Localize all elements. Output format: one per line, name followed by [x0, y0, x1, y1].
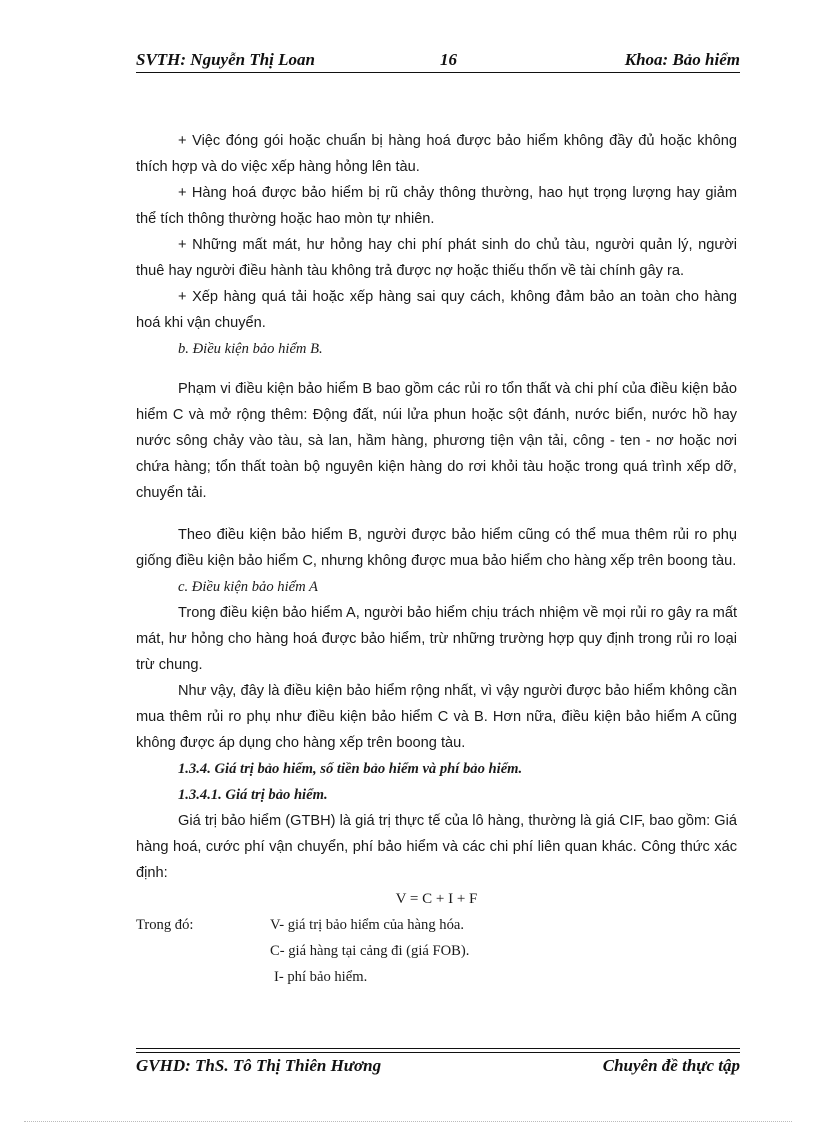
- definition-i: [136, 964, 737, 990]
- definition-v-text: V- giá trị bảo hiểm của hàng hóa.: [270, 917, 464, 933]
- header-faculty: Khoa: Bảo hiểm: [624, 50, 740, 69]
- definition-i-text: I- phí bảo hiểm.: [274, 969, 368, 985]
- definition-c-text: C- giá hàng tại cảng đi (giá FOB).: [270, 943, 470, 959]
- header-page-number: 16: [440, 50, 457, 69]
- header-rule: [136, 72, 740, 73]
- header-author: SVTH: Nguyễn Thị Loan: [136, 50, 315, 69]
- paragraph-leakage: + Hàng hoá được bảo hiểm bị rũ chảy thông thường, hao hụt trọng lượng hay giảm thể tích thông thường hoặc hao mòn tự nhiên.: [136, 185, 737, 227]
- footer-rule-top: [136, 1048, 740, 1049]
- page-header: [136, 50, 740, 70]
- paragraph-b-extra-risks: Theo điều kiện bảo hiểm B, người được bảo hiểm cũng có thể mua thêm rủi ro phụ giống điều kiện bảo hiểm C, nhưng không được mua bảo hiểm cho hàng xếp trên boong tàu.: [136, 527, 737, 569]
- paragraph-insured-value: Giá trị bảo hiểm (GTBH) là giá trị thực tế của lô hàng, thường là giá CIF, bao gồm: Giá hàng hoá, cước phí vận chuyển, phí bảo hiểm và các chi phí liên quan khác. Công thức xác định:: [136, 813, 737, 881]
- page-footer: [136, 1056, 740, 1076]
- where-label: Trong đó:: [136, 917, 194, 933]
- paragraph-overloading: + Xếp hàng quá tải hoặc xếp hàng sai quy cách, không đảm bảo an toàn cho hàng hoá khi vận chuyển.: [136, 289, 737, 331]
- formula: V = C + I + F: [395, 891, 478, 907]
- paragraph-widest-condition: Như vậy, đây là điều kiện bảo hiểm rộng nhất, vì vậy người được bảo hiểm không cần mua thêm rủi ro phụ như điều kiện bảo hiểm C và B. Hơn nữa, điều kiện bảo hiểm A cũng không được áp dụng cho hàng xếp trên boong tàu.: [136, 683, 737, 751]
- document-body: [136, 128, 737, 990]
- paragraph-scope-a: Trong điều kiện bảo hiểm A, người bảo hiểm chịu trách nhiệm về mọi rủi ro gây ra mất mát, hư hỏng cho hàng hoá được bảo hiểm, trừ những trường hợp quy định trong rủi ro loại trừ chung.: [136, 605, 737, 673]
- footer-rule-bottom: [136, 1052, 740, 1053]
- paragraph-scope-b: Phạm vi điều kiện bảo hiểm B bao gồm các rủi ro tổn thất và chi phí của điều kiện bảo hiểm C và mở rộng thêm: Động đất, núi lửa phun hoặc sột đánh, nước biển, nước hồ hay nước sông chảy vào tàu, sà lan, hầm hàng, phương tiện vận tải, công - ten - nơ hoặc nơi chứa hàng; tổn thất toàn bộ nguyên kiện hàng do rơi khỏi tàu hoặc trong quá trình xếp dỡ, chuyển tải.: [136, 381, 737, 501]
- paragraph-insolvency: + Những mất mát, hư hỏng hay chi phí phát sinh do chủ tàu, người quản lý, người thuê hay người điều hành tàu không trả được nợ hoặc thiếu thốn về tài chính gây ra.: [136, 237, 737, 279]
- page-edge-dotted-line: [24, 1121, 792, 1122]
- footer-advisor: GVHD: ThS. Tô Thị Thiên Hương: [136, 1056, 382, 1075]
- definition-v: [136, 912, 737, 938]
- heading-section-1-3-4-1: 1.3.4.1. Giá trị bảo hiểm.: [178, 787, 328, 803]
- heading-condition-b: b. Điều kiện bảo hiểm B.: [178, 341, 323, 357]
- definition-c: [136, 938, 737, 964]
- footer-title: Chuyên đề thực tập: [602, 1056, 740, 1075]
- paragraph-packing: + Việc đóng gói hoặc chuẩn bị hàng hoá được bảo hiểm không đầy đủ hoặc không thích hợp và do việc xếp hàng hỏng lên tàu.: [136, 133, 737, 175]
- heading-section-1-3-4: 1.3.4. Giá trị bảo hiểm, số tiền bảo hiểm và phí bảo hiểm.: [178, 761, 523, 777]
- heading-condition-a: c. Điều kiện bảo hiểm A: [178, 579, 318, 595]
